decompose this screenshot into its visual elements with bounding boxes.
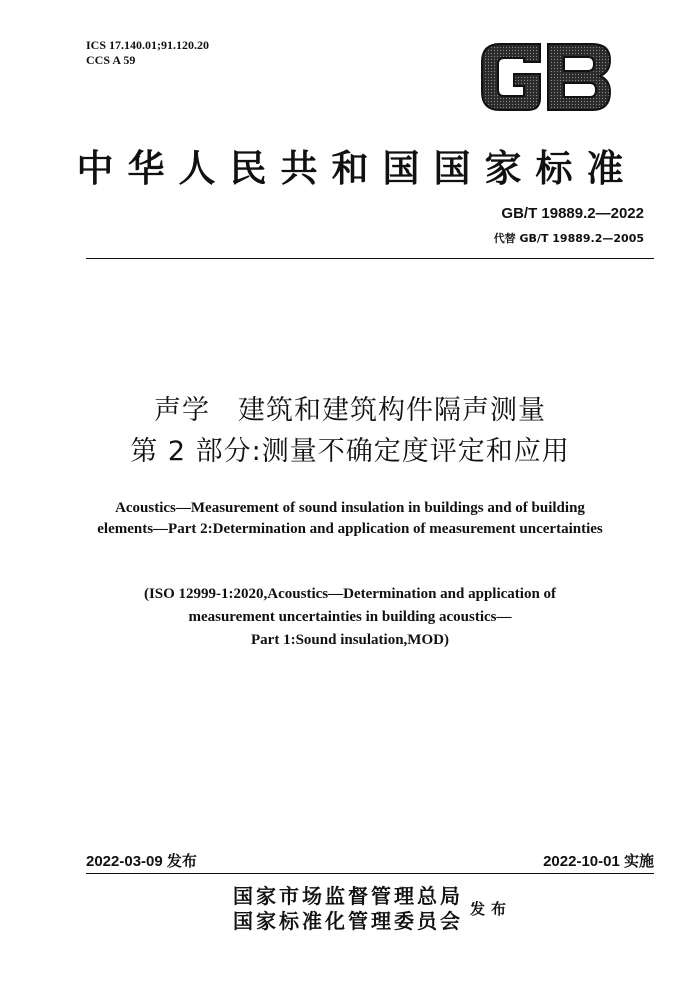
issuing-authorities bbox=[233, 884, 463, 934]
publish-date: 2022-03-09 发布 bbox=[86, 853, 197, 870]
issue-label: 发布 bbox=[470, 900, 513, 918]
iso-line1: (ISO 12999-1:2020,Acoustics—Determination and application of bbox=[143, 586, 557, 602]
classification-codes bbox=[86, 38, 209, 68]
bottom-divider bbox=[86, 873, 654, 874]
ccs-code: CCS A 59 bbox=[86, 53, 136, 67]
standard-name: 中华人民共和国国家标准 bbox=[76, 146, 638, 190]
title-en-line1: Acoustics—Measurement of sound insulation in buildings and of building bbox=[115, 500, 585, 516]
title-en-line2: elements—Part 2:Determination and application of measurement uncertainties bbox=[97, 521, 603, 537]
title-cn-line2: 第 2 部分:测量不确定度评定和应用 bbox=[130, 436, 570, 467]
title-cn-line1: 声学 建筑和建筑构件隔声测量 bbox=[154, 395, 546, 426]
issuer-samr: 国家市场监督管理总局 bbox=[233, 884, 463, 908]
replaces-standard: 代替 GB/T 19889.2—2005 bbox=[493, 232, 644, 245]
standard-number: GB/T 19889.2—2022 bbox=[501, 205, 644, 222]
effective-date: 2022-10-01 实施 bbox=[543, 853, 654, 870]
top-divider bbox=[86, 258, 654, 259]
gb-logo bbox=[478, 40, 614, 114]
ics-code: ICS 17.140.01;91.120.20 bbox=[86, 38, 210, 52]
iso-line2: measurement uncertainties in building acoustics— bbox=[188, 609, 512, 625]
iso-line3: Part 1:Sound insulation,MOD) bbox=[251, 632, 449, 648]
issuer-sac: 国家标准化管理委员会 bbox=[233, 909, 463, 933]
